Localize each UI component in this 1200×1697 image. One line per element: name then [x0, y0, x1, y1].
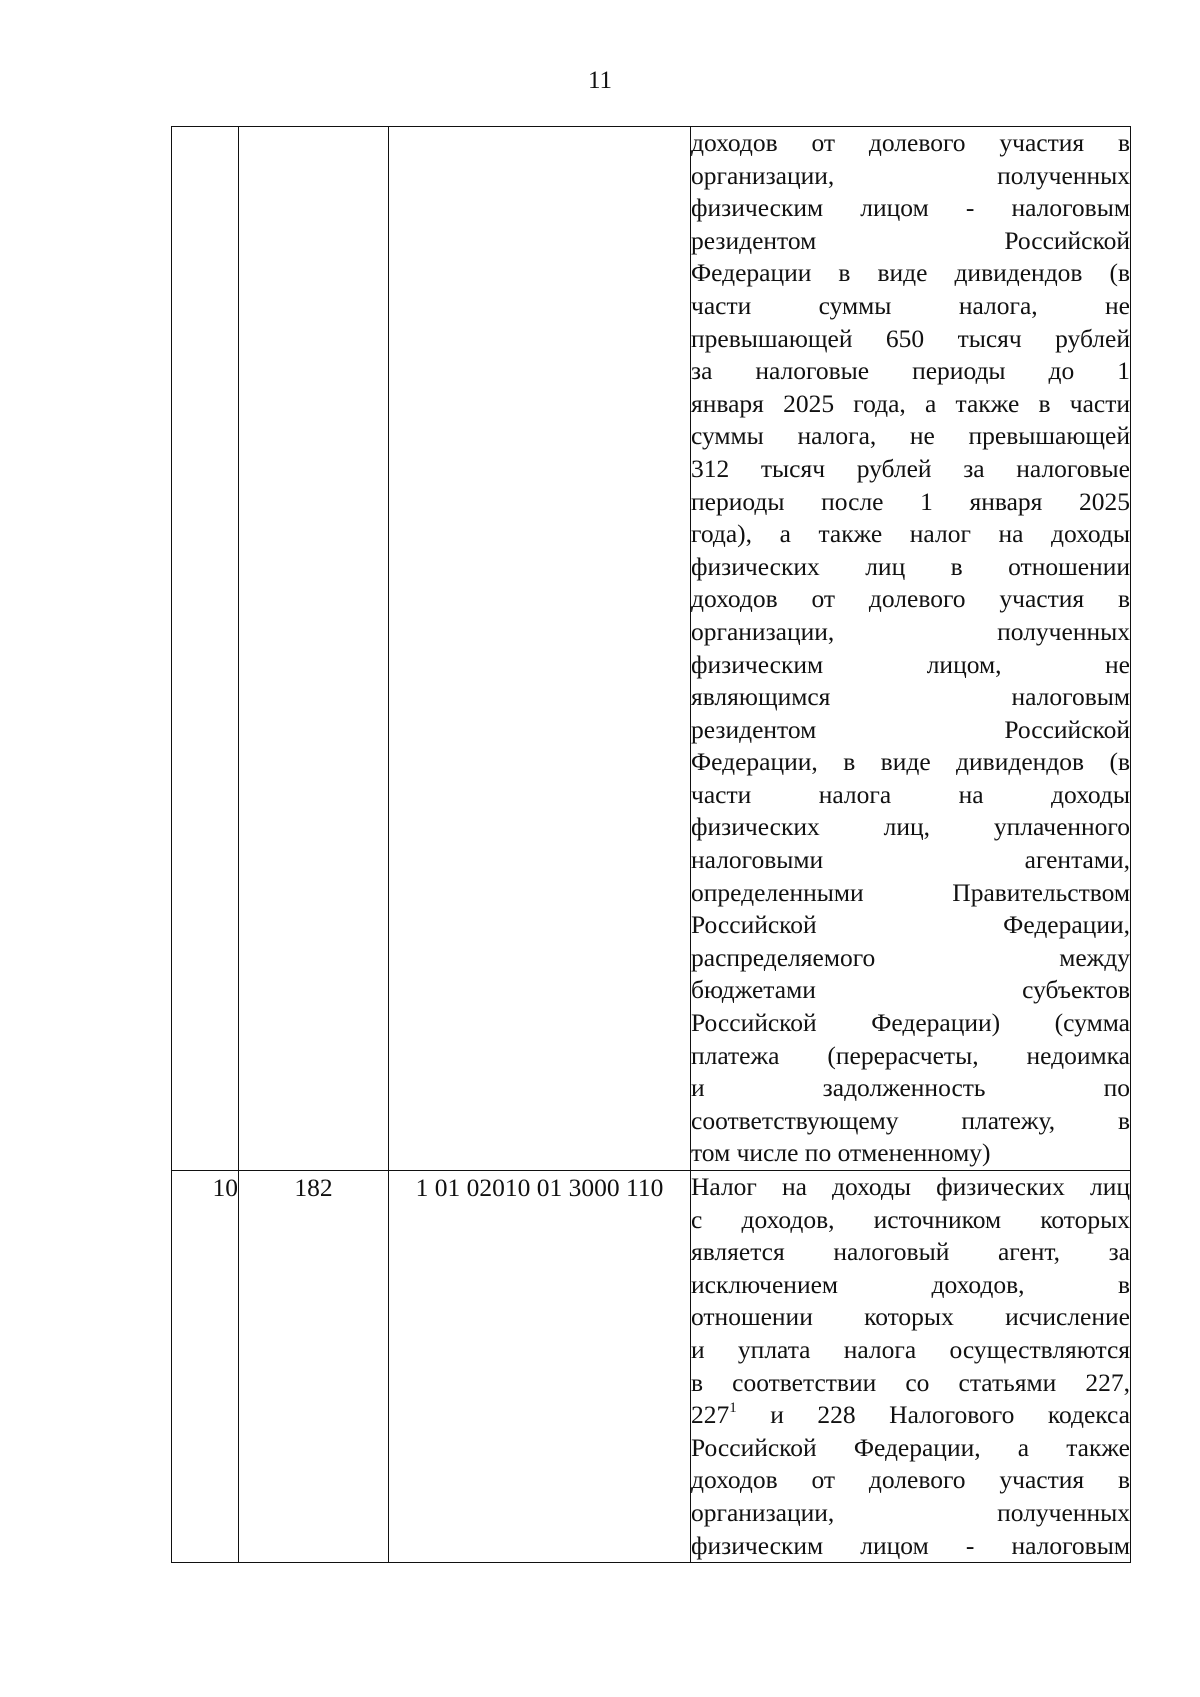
text-line: с доходов, источником которых: [691, 1204, 1130, 1234]
text-line: физическим лицом, не: [691, 649, 1130, 679]
text-line: резидентом Российской: [691, 225, 1130, 255]
text-line: налоговыми агентами,: [691, 845, 1130, 875]
text-line: определенными Правительством: [691, 877, 1130, 907]
text-line: и уплата налога осуществляются: [691, 1334, 1130, 1364]
text-line: суммы налога, не превышающей: [691, 421, 1130, 451]
text-line: Федерации в виде дивидендов (в: [691, 258, 1130, 288]
text-line: Федерации, в виде дивидендов (в: [691, 747, 1130, 777]
kbk-cell: [389, 127, 691, 1171]
description-text: [691, 1171, 1130, 1562]
text-line: за налоговые периоды до 1: [691, 356, 1130, 386]
text-line: резидентом Российской: [691, 714, 1130, 744]
text-line: Российской Федерации) (сумма: [691, 1008, 1130, 1038]
text-line: бюджетами субъектов: [691, 975, 1130, 1005]
text-line: физическим лицом - налоговым: [691, 1530, 1130, 1560]
text-line: 312 тысяч рублей за налоговые: [691, 453, 1130, 483]
text-line: исключением доходов, в: [691, 1269, 1130, 1299]
text-line: физических лиц, уплаченного: [691, 812, 1130, 842]
text-line: доходов от долевого участия в: [691, 128, 1130, 157]
table-row-continued: [172, 127, 1131, 1171]
text-line: распределяемого между: [691, 942, 1130, 972]
text-line: физических лиц в отношении: [691, 551, 1130, 581]
text-line: организации, полученных: [691, 616, 1130, 646]
row-number-cell: 10: [172, 1171, 239, 1563]
text-line: части суммы налога, не: [691, 290, 1130, 320]
text-line: отношении которых исчисление: [691, 1302, 1130, 1332]
text-line: в соответствии со статьями 227,: [691, 1367, 1130, 1397]
budget-classification-table: [171, 126, 1131, 1563]
admin-code-cell: 182: [239, 1171, 389, 1563]
text-line: являющимся налоговым: [691, 682, 1130, 712]
text-line: физическим лицом - налоговым: [691, 193, 1130, 223]
text-line: соответствующему платежу, в: [691, 1105, 1130, 1135]
text-line: Российской Федерации,: [691, 910, 1130, 940]
description-cell: [691, 1171, 1131, 1563]
text-line: является налоговый агент, за: [691, 1237, 1130, 1267]
page-number: 11: [587, 67, 613, 94]
text-line: Российской Федерации, а также: [691, 1432, 1130, 1462]
text-line: доходов от долевого участия в: [691, 1465, 1130, 1495]
text-line: года), а также налог на доходы: [691, 519, 1130, 549]
superscript: 1: [729, 1400, 737, 1417]
row-number-cell: [172, 127, 239, 1171]
text-line: и задолженность по: [691, 1073, 1130, 1103]
description-text: [691, 127, 1130, 1170]
text-line: доходов от долевого участия в: [691, 584, 1130, 614]
text-line: организации, полученных: [691, 160, 1130, 190]
text-line: января 2025 года, а также в части: [691, 388, 1130, 418]
text-line: периоды после 1 января 2025: [691, 486, 1130, 516]
text-line: $227^1$ и 228 Налогового кодекса: [691, 1400, 1130, 1430]
text-line: части налога на доходы: [691, 779, 1130, 809]
admin-code-cell: [239, 127, 389, 1171]
text-line: превышающей 650 тысяч рублей: [691, 323, 1130, 353]
text-line: организации, полученных: [691, 1497, 1130, 1527]
text-line: том числе по отмененному): [691, 1138, 991, 1168]
description-cell: [691, 127, 1131, 1171]
text-line: платежа (перерасчеты, недоимка: [691, 1040, 1130, 1070]
table-row-10: [172, 1171, 1131, 1563]
text-line: Налог на доходы физических лиц: [691, 1172, 1130, 1201]
kbk-cell: 1 01 02010 01 3000 110: [389, 1171, 691, 1563]
